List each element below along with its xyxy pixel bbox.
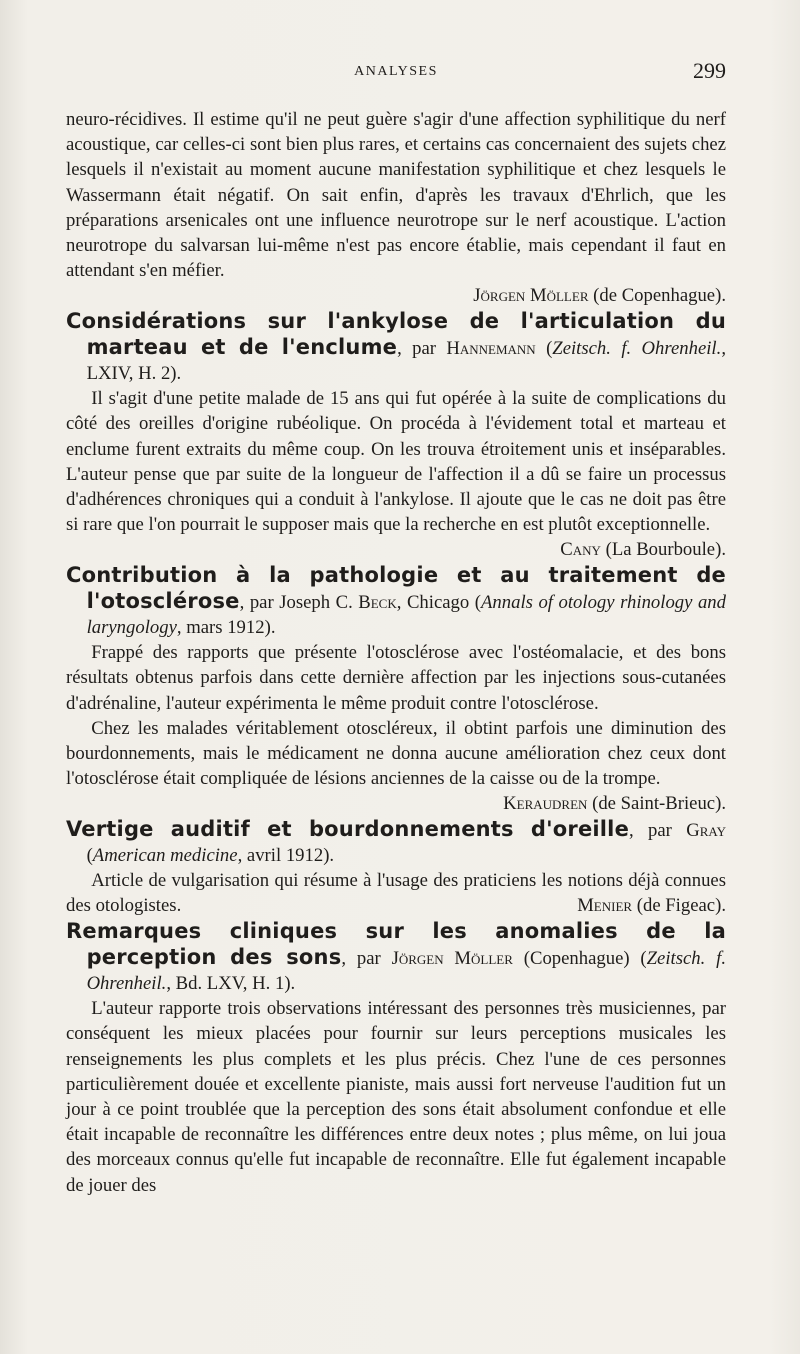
article-place: (Copenhague) ( (512, 947, 647, 969)
article-place: , Chicago ( (396, 591, 481, 613)
page-number: 299 (693, 58, 726, 83)
article-heading-perception (66, 919, 726, 997)
article-body-text: Il s'agit d'une petite malade de 15 ans qui fut opérée à la suite de complications du côté des oreilles d'origine rubéolique. On procéda à l'évidement total et marteau et enclume furent extraits du même coup. On les trouva étroitement unis et inséparables. L'auteur pense que par suite de la longueur de l'affection il a dû se faire un processus d'adhérences chroniques qui a conduit à l'ankylose. Il ajoute que le cas ne doit pas être si rare que l'on pourrait le supposer mais que la recherche en est plutôt exceptionnelle. (66, 388, 726, 536)
article-journal: Annals of otology rhinology and laryngology (86, 591, 726, 639)
article-title: Considérations sur l'ankylose de l'articulation du marteau et de l'enclume (66, 308, 726, 359)
article-journal: Zeitsch. f. Ohrenheil. (552, 337, 722, 359)
signature-location: (La Bourboule). (600, 539, 726, 561)
signature-author: Keraudren (503, 793, 588, 815)
page-header (66, 58, 726, 90)
article-ref-rest: , mars 1912). (176, 617, 276, 639)
article-body (66, 868, 726, 918)
article-journal: American medicine (92, 844, 238, 866)
article-by: , par (397, 337, 447, 359)
signature-location: (de Figeac). (632, 895, 726, 917)
signature-moller (66, 283, 726, 308)
signature (552, 893, 726, 918)
article-body (66, 716, 726, 792)
continued-paragraph-text: neuro-récidives. Il estime qu'il ne peut guère s'agir d'une affection syphilitique du nerf acoustique, car celles-ci sont bien plus rares, et certains cas concernaient des sujets chez lesquels il n'existait au moment aucune manifestation syphilitique et chez lesquels le Wassermann était négatif. On sait enfin, d'après les travaux d'Ehrlich, que les préparations arsenicales ont une influence neurotrope sur le nerf acoustique. L'action neurotrope du salvarsan lui-même n'est pas encore établie, mais cependant il faut en attendant s'en méfier. (66, 109, 726, 282)
article-heading-ankylose (66, 309, 726, 387)
article-ref-open: ( (86, 844, 93, 866)
signature-keraudren (66, 791, 726, 816)
signature-author: Cany (560, 539, 601, 561)
article-author: Jörgen Möller (391, 947, 513, 969)
article-ref-rest: , Bd. LXV, H. 1). (166, 972, 296, 994)
signature-author: Menier (577, 895, 633, 917)
article-author: Beck (358, 591, 397, 613)
article-body-text: Article de vulgarisation qui résume à l'usage des praticiens les notions déjà connues des otologistes. (66, 870, 726, 917)
article-title: Vertige auditif et bourdonnements d'oreille (66, 816, 630, 841)
article-ref-open: ( (535, 337, 553, 359)
article-by: , par (629, 819, 687, 841)
article-heading-vertige (66, 817, 726, 868)
article-body-text: Chez les malades véritablement otoscléreux, il obtint parfois une diminution des bourdonnements, mais le médicament ne donna aucune amélioration chez ceux dont l'otosclérose était compliquée de lésions anciennes de la caisse ou de la trompe. (66, 717, 726, 790)
article-body (66, 996, 726, 1198)
article-by: , par Joseph C. (239, 591, 359, 613)
article-body-text: Frappé des rapports que présente l'otosclérose avec l'ostéomalacie, et des bons résultats obtenus parfois dans cette dernière affection par les injections sous-cutanées d'adrénaline, l'auteur expérimenta le même produit contre l'otosclérose. (66, 642, 726, 714)
article-title: Remarques cliniques sur les anomalies de la perception des sons (66, 918, 726, 969)
article-heading-otosclerose (66, 563, 726, 641)
article-journal: Zeitsch. f. Ohrenheil. (86, 947, 726, 994)
page-content (66, 107, 726, 1198)
running-head: ANALYSES (354, 64, 438, 79)
article-ref-rest: , avril 1912). (237, 844, 335, 866)
article-ref-rest: , LXIV, H. 2). (86, 337, 726, 385)
article-body (66, 386, 726, 561)
signature-location: (de Copenhague). (593, 285, 726, 307)
article-author: Hannemann (446, 337, 536, 359)
continued-paragraph (66, 107, 726, 283)
signature (535, 537, 726, 562)
article-by: , par (341, 947, 392, 969)
article-title: Contribution à la pathologie et au traitement de l'otosclérose (66, 562, 726, 613)
signature-author: Jörgen Möller (473, 285, 589, 307)
article-body-text: L'auteur rapporte trois observations intéressant des personnes très musiciennes, par conséquent les mieux placées pour fournir sur leurs perceptions musicales les renseignements les plus complets et les plus précis. Chez l'une de ces personnes particulièrement douée et excellente pianiste, mais aussi fort nerveuse l'audition fut un jour à ce point troublée que la perception des sons était absolument confondue et elle était incapable de reconnaître les différences entre deux notes ; plus même, on lui joua des morceaux connus qu'elle fut incapable de reconnaître. Elle fut également incapable de jouer des (66, 998, 726, 1196)
signature-location: (de Saint-Brieuc). (587, 793, 726, 815)
article-author: Gray (686, 819, 726, 841)
article-body (66, 640, 726, 716)
